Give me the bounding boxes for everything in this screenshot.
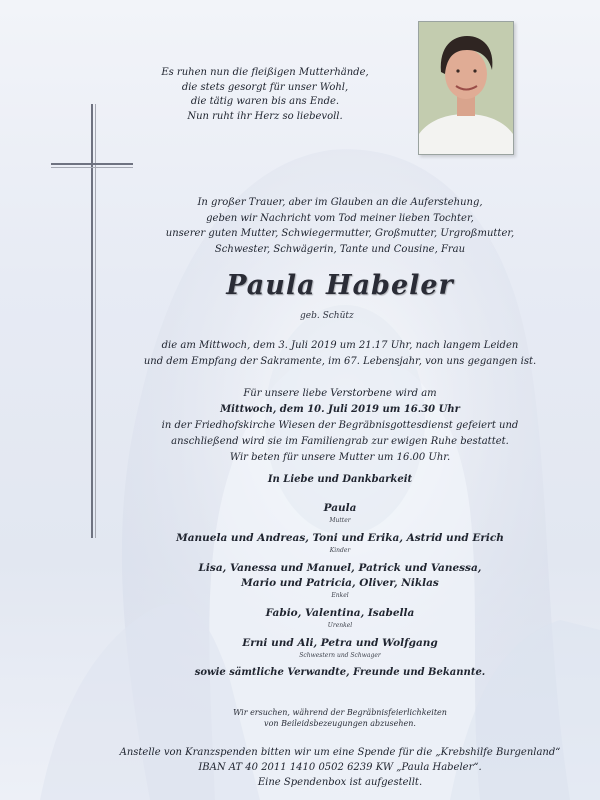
mourners-final: sowie sämtliche Verwandte, Freunde und Bekannte.: [194, 667, 486, 678]
donation-line: Eine Spendenbox ist aufgestellt.: [257, 777, 423, 788]
deceased-name: Paula Habeler: [226, 270, 454, 301]
poem-line: Es ruhen nun die fleißigen Mutterhände,: [161, 67, 369, 78]
death-line: die am Mittwoch, dem 3. Juli 2019 um 21.17 Uhr, nach langem Leiden: [161, 340, 519, 351]
donation-iban: IBAN AT 40 2011 1410 0502 6239 KW „Paula Habeler“.: [198, 762, 482, 773]
request-line: von Beileidsbezeugungen abzusehen.: [264, 719, 416, 728]
cross-horizontal-bar: [51, 163, 133, 165]
mourner-relation: Mutter: [329, 517, 351, 524]
funeral-date: Mittwoch, dem 10. Juli 2019 um 16.30 Uhr: [220, 404, 460, 415]
condolence-request: [140, 707, 540, 729]
donation-note: [110, 745, 570, 790]
death-line: und dem Empfang der Sakramente, im 67. Lebensjahr, von uns gegangen ist.: [143, 356, 537, 367]
mourner-relation: Urenkel: [327, 622, 353, 629]
birth-name: geb. Schütz: [300, 311, 354, 321]
mourner-names: Paula: [323, 502, 357, 514]
memorial-poem: [150, 66, 380, 124]
funeral-line: Für unsere liebe Verstorbene wird am: [243, 388, 437, 399]
mourners-list: [140, 474, 540, 678]
death-notice: [140, 338, 540, 370]
mourner-relation: Enkel: [331, 592, 349, 599]
intro-line: unserer guten Mutter, Schwiegermutter, Großmutter, Urgroßmutter,: [165, 228, 515, 239]
mourner-relation: Schwestern und Schwager: [299, 652, 381, 659]
donation-line: Anstelle von Kranzspenden bitten wir um eine Spende für die „Krebshilfe Burgenland“: [119, 747, 561, 758]
funeral-line: in der Friedhofskirche Wiesen der Begräbnisgottesdienst gefeiert und: [161, 420, 519, 431]
mourner-relation: Kinder: [329, 547, 351, 554]
funeral-line: anschließend wird sie im Familiengrab zur ewigen Ruhe bestattet.: [171, 436, 509, 447]
funeral-details: [140, 386, 540, 466]
poem-line: Nun ruht ihr Herz so liebevoll.: [187, 110, 343, 122]
poem-line: die stets gesorgt für unser Wohl,: [181, 81, 349, 93]
mourner-names: Mario und Patricia, Oliver, Niklas: [241, 577, 439, 589]
portrait-photo: [418, 21, 514, 155]
intro-line: Schwester, Schwägerin, Tante und Cousine, Frau: [214, 243, 466, 255]
cross-vertical-bar: [91, 104, 93, 538]
poem-line: die tätig waren bis ans Ende.: [190, 96, 340, 107]
intro-line: geben wir Nachricht vom Tod meiner lieben Tochter,: [206, 212, 474, 224]
cross-horizontal-shadow: [51, 167, 133, 168]
request-line: Wir ersuchen, während der Begräbnisfeierlichkeiten: [233, 708, 447, 717]
mourner-names: Fabio, Valentina, Isabella: [265, 607, 415, 619]
mourners-heading: In Liebe und Dankbarkeit: [267, 474, 413, 485]
mourner-names: Manuela und Andreas, Toni und Erika, Astrid und Erich: [176, 532, 504, 544]
mourner-names: Erni und Ali, Petra und Wolfgang: [242, 637, 438, 649]
announcement-intro: [160, 195, 520, 257]
mourner-names: Lisa, Vanessa und Manuel, Patrick und Vanessa,: [198, 562, 482, 574]
prayer-time: Wir beten für unsere Mutter um 16.00 Uhr.: [229, 452, 451, 463]
cross-vertical-shadow: [95, 104, 96, 538]
intro-line: In großer Trauer, aber im Glauben an die Auferstehung,: [197, 197, 483, 208]
